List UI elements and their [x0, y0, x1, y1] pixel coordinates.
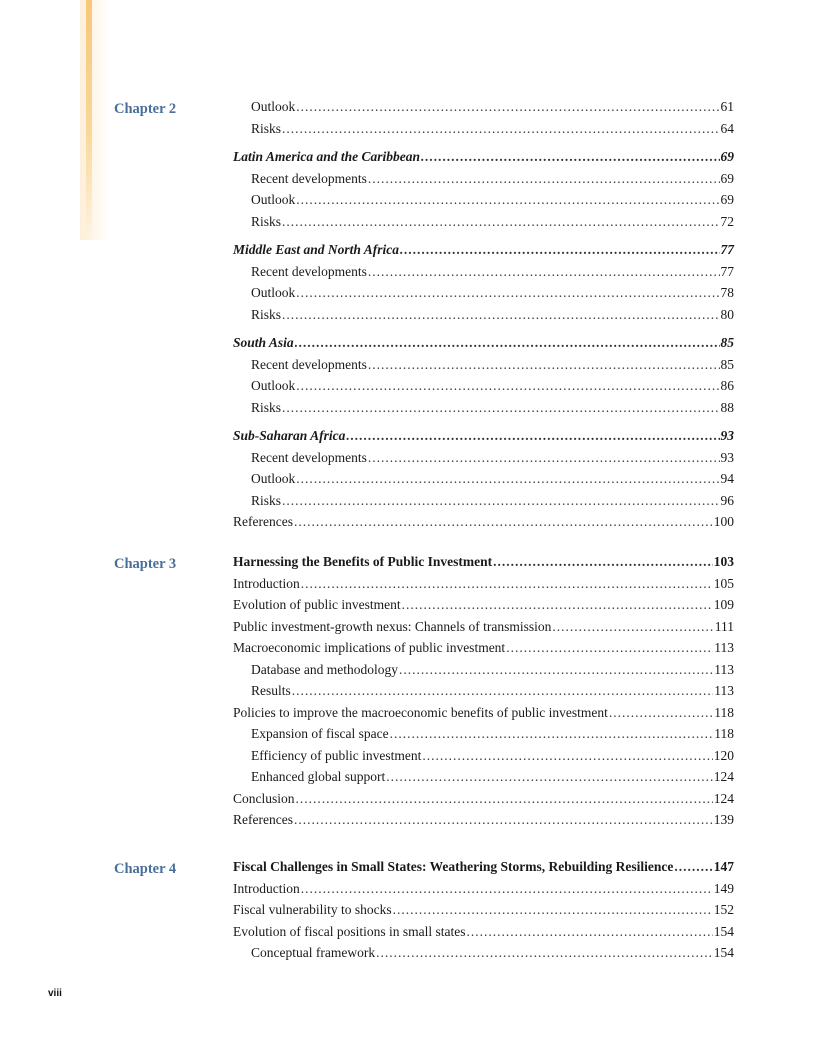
page-edge-glow: [80, 0, 110, 240]
toc-entry[interactable]: [233, 705, 734, 727]
toc-entry-page: 111: [714, 618, 734, 634]
toc-entry[interactable]: [233, 726, 734, 748]
toc-entry-page: 88: [720, 399, 734, 415]
chapter-2-label: Chapter 2: [114, 101, 177, 117]
dot-leader: [296, 99, 719, 115]
toc-section-heading[interactable]: [233, 335, 734, 357]
toc-entry-title: Risks: [251, 213, 282, 229]
folio-page-number: viii: [48, 988, 62, 999]
toc-entry-title: Fiscal vulnerability to shocks: [233, 902, 392, 917]
toc-entry-page: 105: [713, 575, 734, 591]
toc-entry[interactable]: [233, 662, 734, 684]
toc-entry[interactable]: [233, 881, 734, 903]
toc-entry-title: Efficiency of public investment: [251, 747, 422, 763]
dot-leader: [296, 192, 719, 208]
toc-entry[interactable]: [233, 902, 734, 924]
toc-entry[interactable]: [233, 285, 734, 307]
dot-leader: [609, 705, 713, 721]
toc-entry[interactable]: [233, 748, 734, 770]
toc-entry-page: 113: [714, 661, 734, 677]
toc-entry-page: 96: [720, 492, 734, 508]
dot-leader: [422, 748, 712, 764]
toc-entry-page: 109: [713, 597, 734, 612]
toc-entry-title: Conceptual framework: [251, 945, 376, 960]
toc-entry-title: Risks: [251, 492, 282, 508]
chapter-4-label: Chapter 4: [114, 861, 177, 877]
dot-leader: [368, 171, 720, 187]
toc-entry[interactable]: [233, 640, 734, 662]
toc-entry-title: Conclusion: [233, 790, 295, 806]
toc-entry[interactable]: [233, 576, 734, 598]
toc-entry-page: 93: [720, 449, 734, 465]
toc-entry-title: Policies to improve the macroeconomic benefits of public investment: [233, 704, 608, 720]
toc-entry-page: 77: [720, 263, 734, 279]
toc-entry[interactable]: [233, 400, 734, 422]
toc-entry-page: 118: [714, 726, 734, 741]
dot-leader: [552, 619, 713, 635]
dot-leader: [466, 924, 712, 940]
dot-leader: [282, 214, 719, 230]
toc-entry-page: 77: [720, 242, 734, 257]
toc-entry[interactable]: [233, 99, 734, 121]
toc-entry-title: Enhanced global support: [251, 769, 386, 784]
dot-leader: [296, 285, 719, 301]
toc-entry-title: Outlook: [251, 99, 296, 114]
toc-section-heading[interactable]: [233, 242, 734, 264]
toc-entry-title: Results: [251, 683, 291, 698]
chapter-4-toc: [233, 859, 734, 967]
toc-entry-page: 120: [713, 747, 734, 763]
toc-entry[interactable]: [233, 357, 734, 379]
dot-leader: [368, 357, 720, 373]
toc-entry[interactable]: [233, 214, 734, 236]
dot-leader: [294, 812, 713, 828]
dot-leader: [376, 945, 713, 961]
dot-leader: [296, 378, 719, 394]
dot-leader: [393, 902, 713, 918]
dot-leader: [346, 428, 719, 444]
toc-entry-title: Outlook: [251, 378, 296, 393]
toc-entry-title: South Asia: [233, 335, 294, 350]
toc-section-heading[interactable]: [233, 149, 734, 171]
toc-entry-page: 80: [720, 306, 734, 322]
toc-entry[interactable]: [233, 514, 734, 536]
page-edge-stripe: [86, 0, 92, 240]
toc-entry-page: 69: [720, 192, 734, 207]
toc-entry[interactable]: [233, 192, 734, 214]
toc-entry[interactable]: [233, 264, 734, 286]
toc-entry-title: Latin America and the Caribbean: [233, 149, 421, 164]
chapter-3-label: Chapter 3: [114, 556, 177, 572]
dot-leader: [295, 335, 720, 351]
dot-leader: [301, 881, 713, 897]
toc-entry-title: Public investment-growth nexus: Channels of transmission: [233, 618, 552, 634]
toc-entry-title: Recent developments: [251, 449, 367, 465]
toc-entry-title: Introduction: [233, 575, 300, 591]
dot-leader: [282, 121, 719, 137]
toc-chapter-title[interactable]: [233, 554, 734, 576]
toc-entry-page: 94: [720, 471, 734, 486]
toc-entry-title: Macroeconomic implications of public investment: [233, 640, 506, 655]
toc-entry-page: 139: [713, 812, 734, 827]
toc-entry-page: 69: [720, 149, 734, 164]
toc-entry[interactable]: [233, 683, 734, 705]
toc-entry-page: 69: [720, 170, 734, 186]
dot-leader: [282, 400, 719, 416]
toc-entry-title: Outlook: [251, 192, 296, 207]
chapter-2-toc: [233, 99, 734, 536]
toc-entry-page: 100: [713, 514, 734, 529]
toc-entry-title: Introduction: [233, 880, 300, 896]
toc-entry-title: Risks: [251, 120, 282, 136]
toc-entry[interactable]: [233, 945, 734, 967]
dot-leader: [674, 859, 712, 875]
toc-entry-title: Outlook: [251, 285, 296, 300]
dot-leader: [400, 242, 719, 258]
toc-entry-title: Database and methodology: [251, 661, 398, 677]
toc-entry-title: Evolution of public investment: [233, 597, 401, 612]
toc-entry[interactable]: [233, 597, 734, 619]
toc-entry-page: 152: [713, 902, 734, 917]
dot-leader: [294, 514, 713, 530]
toc-entry-title: Harnessing the Benefits of Public Investment: [233, 554, 493, 569]
toc-entry-title: References: [233, 812, 293, 827]
toc-entry-page: 85: [720, 356, 734, 372]
dot-leader: [296, 471, 719, 487]
toc-entry-title: Outlook: [251, 471, 296, 486]
toc-entry-page: 147: [713, 859, 734, 874]
toc-entry-page: 124: [713, 769, 734, 784]
toc-entry-page: 61: [720, 99, 734, 114]
toc-entry-page: 85: [720, 335, 734, 350]
dot-leader: [390, 726, 714, 742]
toc-entry-title: Risks: [251, 306, 282, 322]
toc-entry[interactable]: [233, 471, 734, 493]
toc-entry-page: 113: [714, 683, 734, 698]
toc-entry[interactable]: [233, 769, 734, 791]
dot-leader: [399, 662, 713, 678]
toc-entry-page: 154: [713, 923, 734, 939]
toc-entry-page: 124: [713, 790, 734, 806]
dot-leader: [506, 640, 713, 656]
toc-entry[interactable]: [233, 171, 734, 193]
toc-entry[interactable]: [233, 378, 734, 400]
toc-entry[interactable]: [233, 619, 734, 641]
toc-entry-title: Risks: [251, 399, 282, 415]
toc-entry[interactable]: [233, 812, 734, 834]
dot-leader: [296, 791, 713, 807]
toc-entry[interactable]: [233, 791, 734, 813]
toc-entry-page: 118: [714, 704, 734, 720]
toc-entry-title: References: [233, 514, 293, 529]
dot-leader: [421, 149, 719, 165]
toc-entry-page: 149: [713, 880, 734, 896]
toc-entry[interactable]: [233, 924, 734, 946]
dot-leader: [386, 769, 713, 785]
toc-entry-page: 72: [720, 213, 734, 229]
toc-entry-title: Fiscal Challenges in Small States: Weathering Storms, Rebuilding Resilience: [233, 859, 674, 874]
toc-entry-title: Recent developments: [251, 170, 367, 186]
dot-leader: [292, 683, 713, 699]
toc-entry-title: Middle East and North Africa: [233, 242, 400, 257]
toc-section-heading[interactable]: [233, 428, 734, 450]
dot-leader: [282, 493, 719, 509]
toc-entry-page: 64: [720, 120, 734, 136]
toc-entry[interactable]: [233, 493, 734, 515]
toc-chapter-title[interactable]: [233, 859, 734, 881]
dot-leader: [402, 597, 713, 613]
toc-entry-title: Expansion of fiscal space: [251, 726, 389, 741]
chapter-3-toc: [233, 554, 734, 834]
toc-entry-title: Sub-Saharan Africa: [233, 428, 346, 443]
toc-entry[interactable]: [233, 307, 734, 329]
toc-entry[interactable]: [233, 450, 734, 472]
toc-entry-title: Recent developments: [251, 263, 367, 279]
dot-leader: [301, 576, 713, 592]
dot-leader: [493, 554, 713, 570]
toc-entry-page: 78: [720, 285, 734, 300]
toc-entry[interactable]: [233, 121, 734, 143]
toc-entry-title: Evolution of fiscal positions in small states: [233, 923, 466, 939]
dot-leader: [282, 307, 719, 323]
dot-leader: [368, 264, 720, 280]
toc-entry-page: 113: [714, 640, 734, 655]
toc-entry-page: 93: [720, 428, 734, 443]
toc-entry-title: Recent developments: [251, 356, 367, 372]
toc-entry-page: 103: [713, 554, 734, 569]
toc-entry-page: 154: [713, 945, 734, 960]
toc-entry-page: 86: [720, 378, 734, 393]
dot-leader: [368, 450, 720, 466]
